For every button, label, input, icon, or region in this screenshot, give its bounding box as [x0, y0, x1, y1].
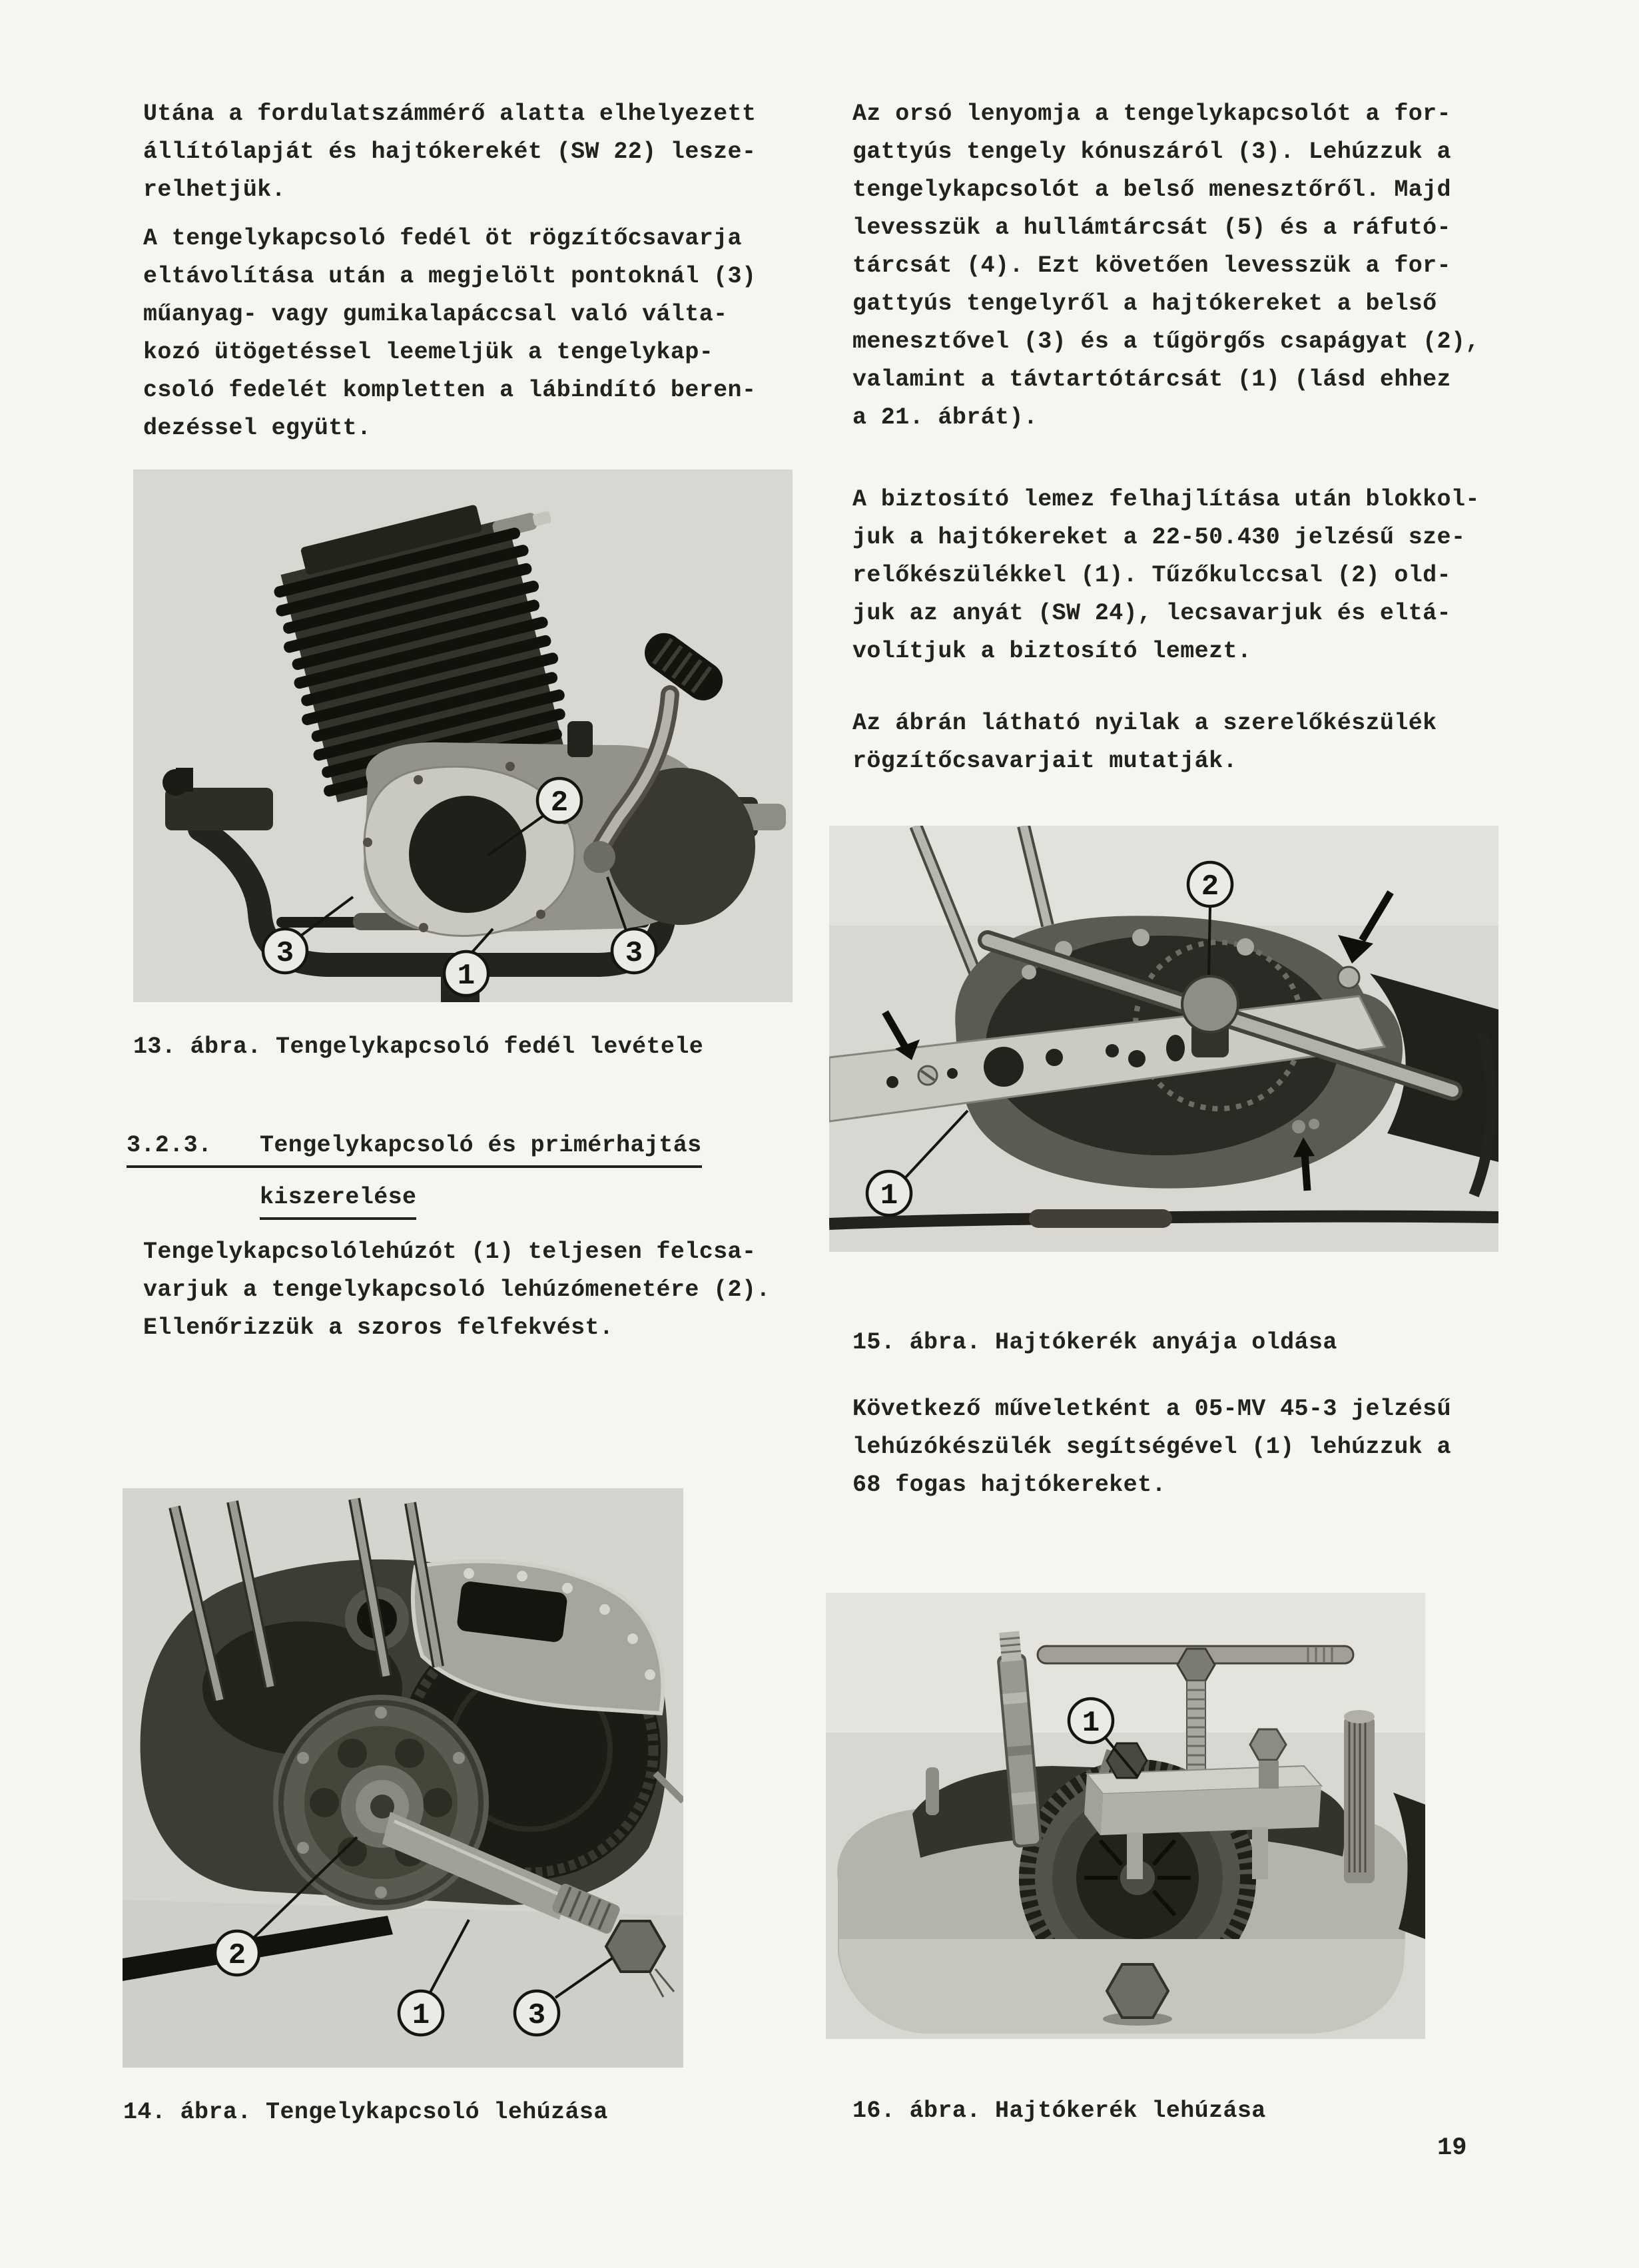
svg-text:2: 2 — [228, 1939, 246, 1972]
text-line: Tengelykapcsolólehúzót (1) teljesen felcsa- — [143, 1239, 757, 1265]
figure-16-photo — [826, 1593, 1425, 2039]
text-line: Utána a fordulatszámmérő alatta elhelyezett — [143, 101, 757, 127]
svg-text:2: 2 — [550, 786, 569, 820]
text-line: műanyag- vagy gumikalapáccsal való válta- — [143, 301, 728, 328]
text-line: relőkészülékkel (1). Tűzőkulccsal (2) old- — [852, 562, 1451, 589]
hex-bolt-head — [606, 1921, 665, 1972]
text-line: volítjuk a biztosító lemezt. — [852, 638, 1252, 665]
figure-15-caption: 15. ábra. Hajtókerék anyája oldása — [852, 1329, 1337, 1356]
section-title-line2: kiszerelése — [260, 1184, 416, 1220]
svg-text:3: 3 — [625, 937, 643, 970]
figure-15-photo — [829, 826, 1498, 1252]
svg-text:1: 1 — [1082, 1707, 1100, 1740]
text-line: A biztosító lemez felhajlítása után blokkol- — [852, 486, 1480, 513]
paragraph — [143, 220, 756, 447]
figure-16-caption: 16. ábra. Hajtókerék lehúzása — [852, 2098, 1266, 2124]
figure-13-photo — [133, 469, 793, 1002]
splined-shaft — [1344, 1710, 1375, 1883]
text-line: valamint a távtartótárcsát (1) (lásd ehhez — [852, 366, 1451, 393]
text-line: juk az anyát (SW 24), lecsavarjuk és eltá- — [852, 600, 1451, 627]
text-line: juk a hajtókereket a 22-50.430 jelzésű sze- — [852, 524, 1466, 551]
text-line: relhetjük. — [143, 176, 286, 203]
figure-14-photo — [123, 1488, 683, 2068]
svg-text:1: 1 — [412, 1999, 430, 2032]
paragraph — [852, 705, 1437, 780]
text-line: kozó ütögetéssel leemeljük a tengelykap- — [143, 339, 714, 366]
text-line: Az ábrán látható nyilak a szerelőkészülék — [852, 710, 1437, 736]
text-line: a 21. ábrát). — [852, 404, 1038, 431]
paragraph — [143, 95, 756, 209]
text-line: dezéssel együtt. — [143, 415, 372, 441]
text-line: Ellenőrizzük a szoros felfekvést. — [143, 1314, 614, 1341]
svg-text:1: 1 — [880, 1179, 898, 1213]
clutch-hub — [273, 1695, 489, 1910]
paragraph — [143, 1233, 771, 1347]
text-line: Következő műveletként a 05-MV 45-3 jelzésű — [852, 1396, 1451, 1422]
text-line: varjuk a tengelykapcsoló lehúzómenetére (2). — [143, 1276, 771, 1303]
text-line: menesztővel (3) és a tűgörgős csapágyat (2), — [852, 328, 1480, 355]
text-line: állítólapját és hajtókerekét (SW 22) lesze- — [143, 139, 757, 165]
text-line: 68 fogas hajtókereket. — [852, 1472, 1166, 1498]
paragraph — [852, 481, 1480, 671]
section-heading — [127, 1132, 702, 1168]
page-number: 19 — [1437, 2134, 1467, 2162]
paragraph — [852, 1390, 1451, 1504]
paragraph — [852, 95, 1480, 437]
svg-text:1: 1 — [457, 960, 476, 993]
text-line: gattyús tengely kónuszáról (3). Lehúzzuk a — [852, 139, 1451, 165]
figure-14-caption: 14. ábra. Tengelykapcsoló lehúzása — [123, 2099, 608, 2126]
text-line: eltávolítása után a megjelölt pontoknál (3) — [143, 263, 757, 290]
section-title: Tengelykapcsoló és primérhajtás — [260, 1132, 702, 1159]
svg-text:3: 3 — [276, 937, 294, 970]
svg-text:2: 2 — [1201, 870, 1219, 904]
text-line: csoló fedelét kompletten a lábindító beren- — [143, 377, 757, 404]
section-number: 3.2.3. — [127, 1132, 212, 1159]
text-line: levesszük a hullámtárcsát (5) és a ráfutó- — [852, 214, 1451, 241]
svg-text:3: 3 — [527, 1999, 546, 2032]
text-line: Az orsó lenyomja a tengelykapcsolót a for- — [852, 101, 1451, 127]
text-line: rögzítőcsavarjait mutatják. — [852, 748, 1237, 774]
text-line: gattyús tengelyről a hajtókereket a belső — [852, 290, 1437, 317]
figure-13-caption: 13. ábra. Tengelykapcsoló fedél levétele — [133, 1033, 704, 1060]
text-line: lehúzókészülék segítségével (1) lehúzzuk a — [852, 1434, 1451, 1460]
text-line: A tengelykapcsoló fedél öt rögzítőcsavarja — [143, 225, 742, 252]
text-line: tárcsát (4). Ezt követően levesszük a for- — [852, 252, 1451, 279]
text-line: tengelykapcsolót a belső menesztőről. Majd — [852, 176, 1451, 203]
hex-bolt-head — [1107, 1964, 1168, 2018]
